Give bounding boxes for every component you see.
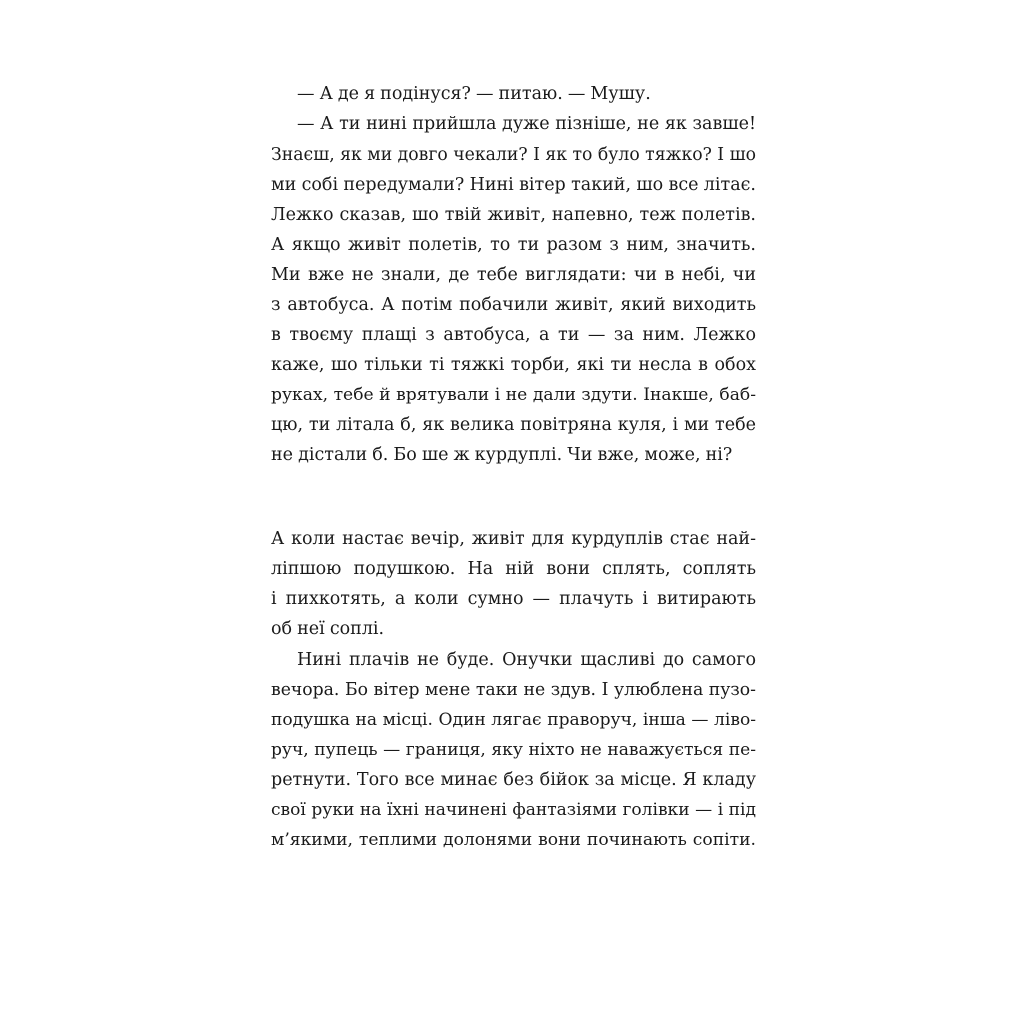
text-line: — А де я подінуся? — питаю. — Мушу.: [297, 84, 651, 104]
text-line: ліпшою подушкою. На ній вони сплять, соплять: [271, 559, 756, 579]
text-line: не дістали б. Бо ше ж курдуплі. Чи вже, може, ні?: [271, 445, 733, 465]
text-line: свої руки на їхні начинені фантазіями голівки — і під: [271, 800, 756, 820]
text-line: подушка на місці. Один лягає праворуч, інша — ліво-: [271, 710, 756, 730]
text-line: А якщо живіт полетів, то ти разом з ним, значить.: [271, 235, 756, 255]
text-line: і пихкотять, а коли сумно — плачуть і витирають: [271, 589, 756, 609]
text-line: Лежко сказав, шо твій живіт, напевно, теж полетів.: [271, 205, 756, 225]
text-line: вечора. Бо вітер мене таки не здув. І улюблена пузо-: [271, 680, 756, 700]
text-line: м’якими, теплими долонями вони починають сопіти.: [271, 830, 756, 850]
text-line: Нині плачів не буде. Онучки щасливі до самого: [297, 650, 756, 670]
text-line: ретнути. Того все минає без бійок за місце. Я кладу: [271, 770, 756, 790]
text-line: А коли настає вечір, живіт для курдуплів стає най-: [271, 529, 756, 549]
text-line: — А ти нині прийшла дуже пізніше, не як завше!: [297, 114, 756, 134]
text-line: руч, пупець — границя, яку ніхто не наважується пе-: [271, 740, 756, 760]
text-line: цю, ти літала б, як велика повітряна куля, і ми тебе: [271, 415, 756, 435]
text-line: каже, шо тільки ті тяжкі торби, які ти несла в обох: [271, 355, 756, 375]
text-line: руках, тебе й врятували і не дали здути. Інакше, баб-: [271, 385, 756, 405]
text-line: в твоєму плащі з автобуса, а ти — за ним. Лежко: [271, 325, 756, 345]
text-line: Знаєш, як ми довго чекали? І як то було тяжко? І шо: [271, 145, 756, 165]
text-line: ми собі передумали? Нині вітер такий, шо все літає.: [271, 175, 756, 195]
text-line: об неї соплі.: [271, 619, 385, 639]
text-line: Ми вже не знали, де тебе виглядати: чи в небі, чи: [271, 265, 756, 285]
text-line: з автобуса. А потім побачили живіт, який виходить: [271, 295, 756, 315]
